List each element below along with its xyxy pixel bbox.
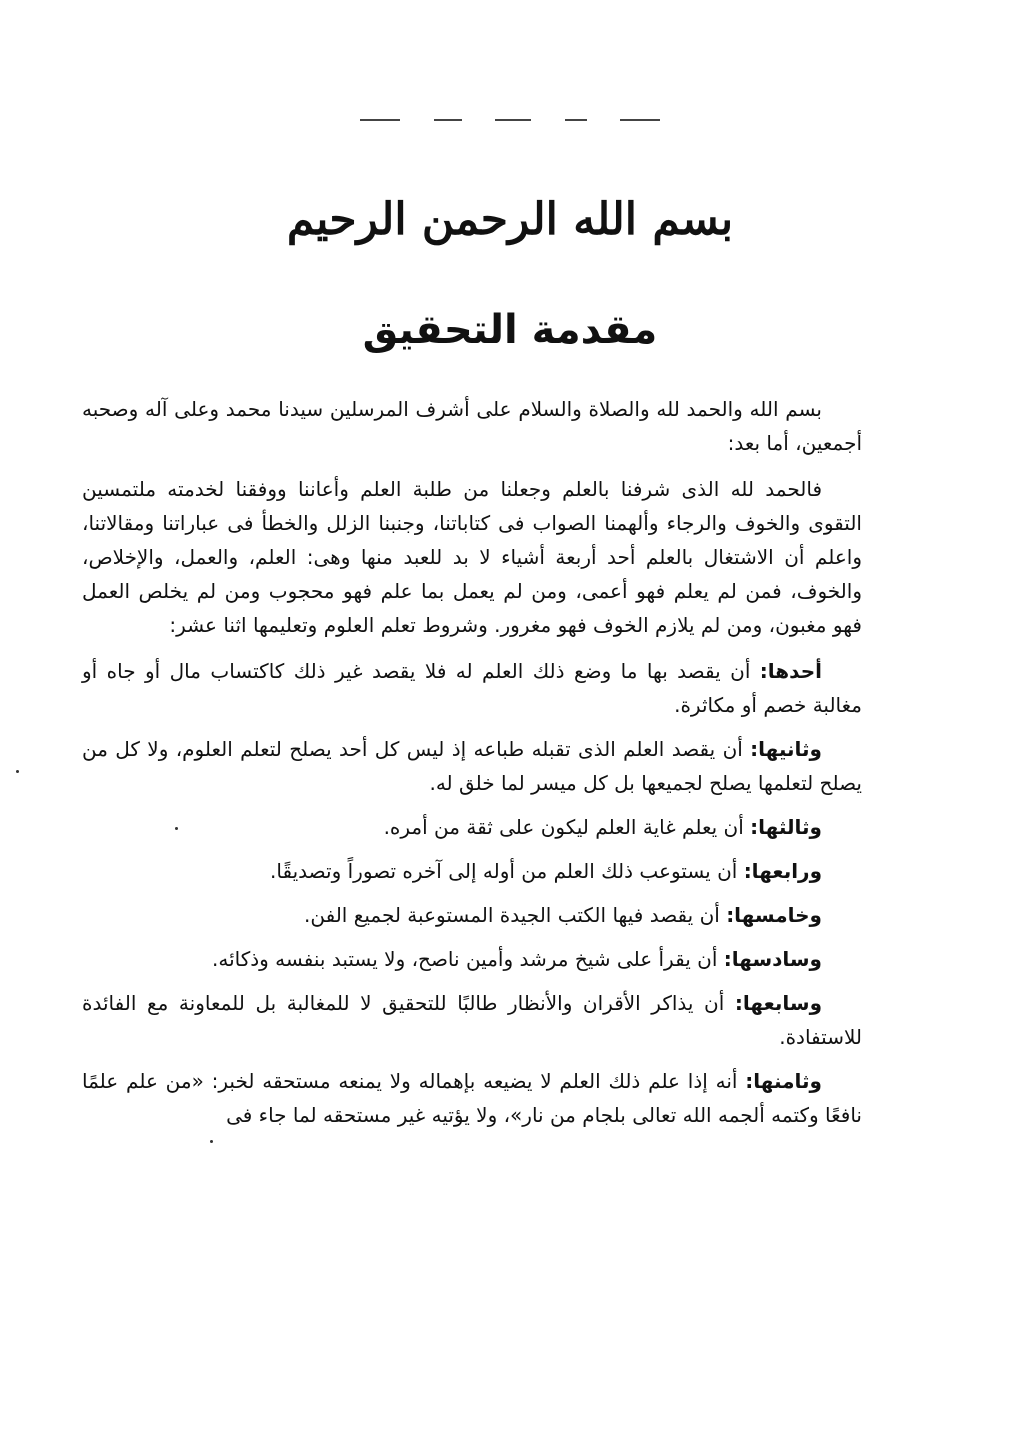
condition-text: أن يقرأ على شيخ مرشد وأمين ناصح، ولا يستبد بنفسه وذكائه.	[212, 947, 724, 971]
condition-label: وخامسها:	[726, 903, 822, 927]
scan-speck	[16, 770, 19, 773]
intro-paragraph: بسم الله والحمد لله والصلاة والسلام على أشرف المرسلين سيدنا محمد وعلى آله وصحبه أجمعين، أما بعد:	[82, 397, 862, 455]
condition-label: وثانيها:	[750, 737, 822, 761]
scan-speck	[175, 827, 178, 830]
condition-paragraph	[82, 810, 862, 844]
condition-text: أن يذاكر الأقران والأنظار طالبًا للتحقيق لا للمغالبة بل للمعاونة مع الفائدة للاستفادة.	[82, 991, 862, 1049]
condition-label: وسابعها:	[734, 991, 822, 1015]
condition-paragraph	[82, 732, 862, 800]
condition-paragraph	[82, 898, 862, 932]
condition-label: وسادسها:	[723, 947, 822, 971]
condition-text: أن يقصد العلم الذى تقبله طباعه إذ ليس كل أحد يصلح لتعلم العلوم، ولا كل من يصلح لتعلمها يصلح لجميعها بل كل ميسر لما خلق له.	[82, 737, 862, 795]
condition-paragraph	[82, 854, 862, 888]
condition-label: أحدها:	[759, 659, 822, 683]
intro-paragraph: فالحمد لله الذى شرفنا بالعلم وجعلنا من طلبة العلم وأعاننا ووفقنا لخدمته ملتمسين التقوى والخوف والرجاء وألهمنا الصواب فى كتاباتنا، وجنبنا الزلل والخطأ فى عباراتنا ومقالاتنا، واعلم أن الاشتغال بالعلم أحد أربعة أشياء لا بد للعبد منها وهى: العلم، والعمل، والإخلاص، والخوف، فمن لم يعلم فهو أعمى، ومن لم يعمل بما علم فهو محجوب ومن لم يخلص العمل فهو مغبون، ومن لم يلازم الخوف فهو مغرور. وشروط تعلم العلوم وتعليمها اثنا عشر:	[82, 477, 862, 637]
header-rule	[360, 118, 660, 122]
condition-paragraph	[82, 986, 862, 1054]
condition-text: أن يستوعب ذلك العلم من أوله إلى آخره تصوراً وتصديقًا.	[270, 859, 744, 883]
condition-text: أن يعلم غاية العلم ليكون على ثقة من أمره.	[383, 815, 751, 839]
condition-text: أن يقصد فيها الكتب الجيدة المستوعبة لجميع الفن.	[304, 903, 727, 927]
condition-paragraph	[82, 1064, 862, 1132]
condition-text: أن يقصد بها ما وضع ذلك العلم له فلا يقصد غير ذلك كاكتساب مال أو جاه أو مغالبة خصم أو مكاثرة.	[82, 659, 862, 717]
condition-label: وثالثها:	[750, 815, 822, 839]
condition-paragraph	[82, 654, 862, 722]
condition-text: أنه إذا علم ذلك العلم لا يضيعه بإهماله ولا يمنعه مستحقه لخبر: «من علم علمًا نافعًا وكتمه ألجمه الله تعالى بلجام من نار»، ولا يؤتيه غير مستحقه لما جاء فى	[82, 1069, 862, 1127]
condition-label: وثامنها:	[745, 1069, 822, 1093]
scan-speck	[210, 1140, 213, 1143]
condition-label: ورابعها:	[743, 859, 822, 883]
body-text	[82, 392, 862, 1142]
condition-paragraph	[82, 942, 862, 976]
page-title: مقدمة التحقيق	[362, 307, 658, 353]
basmala-heading: بسم الله الرحمن الرحيم	[286, 194, 734, 245]
